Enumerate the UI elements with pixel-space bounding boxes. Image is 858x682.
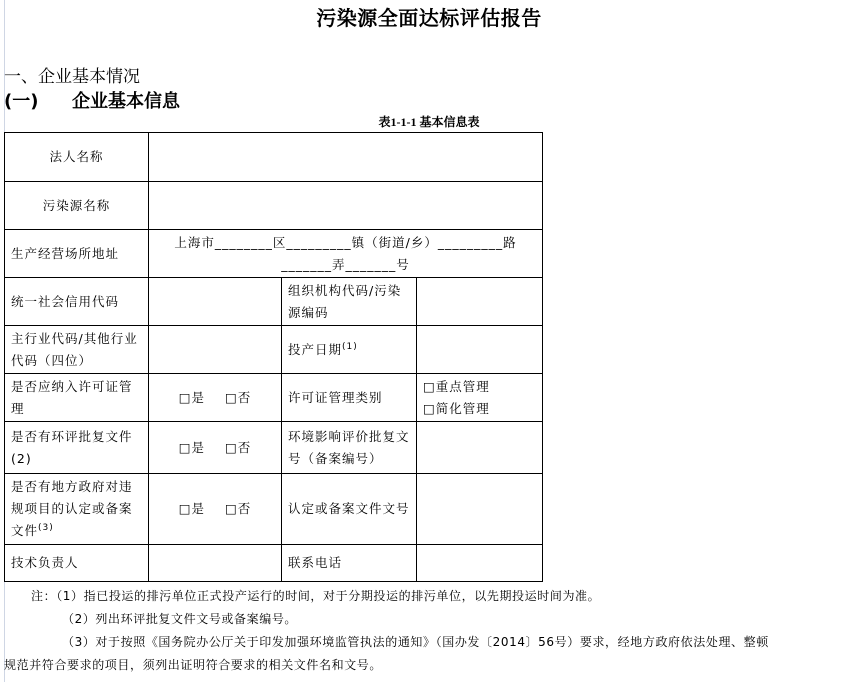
footnote-ref-2: (2) bbox=[11, 450, 32, 466]
basic-info-table bbox=[4, 132, 543, 582]
table-row bbox=[5, 474, 543, 545]
permit-type-choice bbox=[417, 374, 543, 422]
footnote-1: 注：（1）指已投运的排污单位正式投产运行的时间，对于分期投运的排污单位，以先期投运时间为准。 bbox=[31, 589, 601, 603]
value-org-code[interactable] bbox=[417, 278, 543, 326]
label-local-approval bbox=[5, 474, 149, 545]
section-heading-2 bbox=[4, 87, 180, 113]
local-choice bbox=[149, 474, 282, 545]
label-org-code: 组织机构代码/污染源编码 bbox=[282, 278, 417, 326]
eia-no-checkbox[interactable]: □否 bbox=[225, 439, 252, 455]
table-row bbox=[5, 230, 543, 278]
value-address[interactable] bbox=[149, 230, 543, 278]
permit-simple-checkbox[interactable]: □简化管理 bbox=[423, 400, 490, 416]
footnote-ref-1: (1) bbox=[342, 341, 358, 352]
label-source-name: 污染源名称 bbox=[5, 182, 149, 230]
eia-yes-checkbox[interactable]: □是 bbox=[178, 439, 205, 455]
table-row bbox=[5, 182, 543, 230]
local-no-checkbox[interactable]: □否 bbox=[225, 501, 252, 516]
value-source-name[interactable] bbox=[149, 182, 543, 230]
label-eia bbox=[5, 422, 149, 474]
label-legal-name: 法人名称 bbox=[5, 133, 149, 182]
eia-choice bbox=[149, 422, 282, 474]
section-heading-1: 一、企业基本情况 bbox=[4, 67, 140, 87]
value-local-doc[interactable] bbox=[417, 474, 543, 545]
value-eia-doc[interactable] bbox=[417, 422, 543, 474]
permit-yes-checkbox[interactable]: □是 bbox=[178, 389, 205, 405]
document-title: 污染源全面达标评估报告 bbox=[316, 6, 542, 30]
table-row bbox=[5, 326, 543, 374]
address-line-2: _______弄_______号 bbox=[281, 256, 410, 272]
table-row bbox=[5, 374, 543, 422]
footnote-3-continued: 规范并符合要求的项目，须列出证明符合要求的相关文件名和文号。 bbox=[4, 658, 383, 672]
local-yes-checkbox[interactable]: □是 bbox=[178, 501, 205, 516]
label-address: 生产经营场所地址 bbox=[5, 230, 149, 278]
address-line-1: 上海市________区_________镇（街道/乡）_________路 bbox=[174, 234, 517, 250]
label-start-date bbox=[282, 326, 417, 374]
value-legal-name[interactable] bbox=[149, 133, 543, 182]
footnote-2: （2）列出环评批复文件文号或备案编号。 bbox=[62, 612, 298, 626]
value-start-date[interactable] bbox=[417, 326, 543, 374]
start-date-text: 投产日期 bbox=[288, 341, 343, 357]
value-credit-code[interactable] bbox=[149, 278, 282, 326]
table-row bbox=[5, 133, 543, 182]
label-tech-lead: 技术负责人 bbox=[5, 545, 149, 582]
permit-choice bbox=[149, 374, 282, 422]
table-row bbox=[5, 422, 543, 474]
section-number: (一) bbox=[4, 91, 39, 112]
permit-no-checkbox[interactable]: □否 bbox=[225, 389, 252, 405]
table-row bbox=[5, 545, 543, 582]
label-contact: 联系电话 bbox=[282, 545, 417, 582]
label-industry-code: 主行业代码/其他行业代码（四位） bbox=[5, 326, 149, 374]
section-title: 企业基本信息 bbox=[72, 91, 180, 112]
table-caption: 表1-1-1 基本信息表 bbox=[378, 115, 480, 129]
footnote-ref-3: (3) bbox=[38, 523, 54, 533]
label-permit-type: 许可证管理类别 bbox=[282, 374, 417, 422]
label-credit-code: 统一社会信用代码 bbox=[5, 278, 149, 326]
permit-key-checkbox[interactable]: □重点管理 bbox=[423, 378, 490, 394]
eia-text: 是否有环评批复文件 bbox=[11, 428, 133, 444]
label-local-doc: 认定或备案文件文号 bbox=[282, 474, 417, 545]
value-industry-code[interactable] bbox=[149, 326, 282, 374]
label-eia-doc: 环境影响评价批复文号（备案编号） bbox=[282, 422, 417, 474]
table-row bbox=[5, 278, 543, 326]
label-permit: 是否应纳入许可证管理 bbox=[5, 374, 149, 422]
local-approval-text: 是否有地方政府对违规项目的认定或备案文件 bbox=[11, 479, 133, 538]
footnote-3: （3）对于按照《国务院办公厅关于印发加强环境监管执法的通知》（国办发〔2014〕56号）要求，经地方政府依法处理、整顿 bbox=[62, 635, 769, 649]
value-contact[interactable] bbox=[417, 545, 543, 582]
value-tech-lead[interactable] bbox=[149, 545, 282, 582]
